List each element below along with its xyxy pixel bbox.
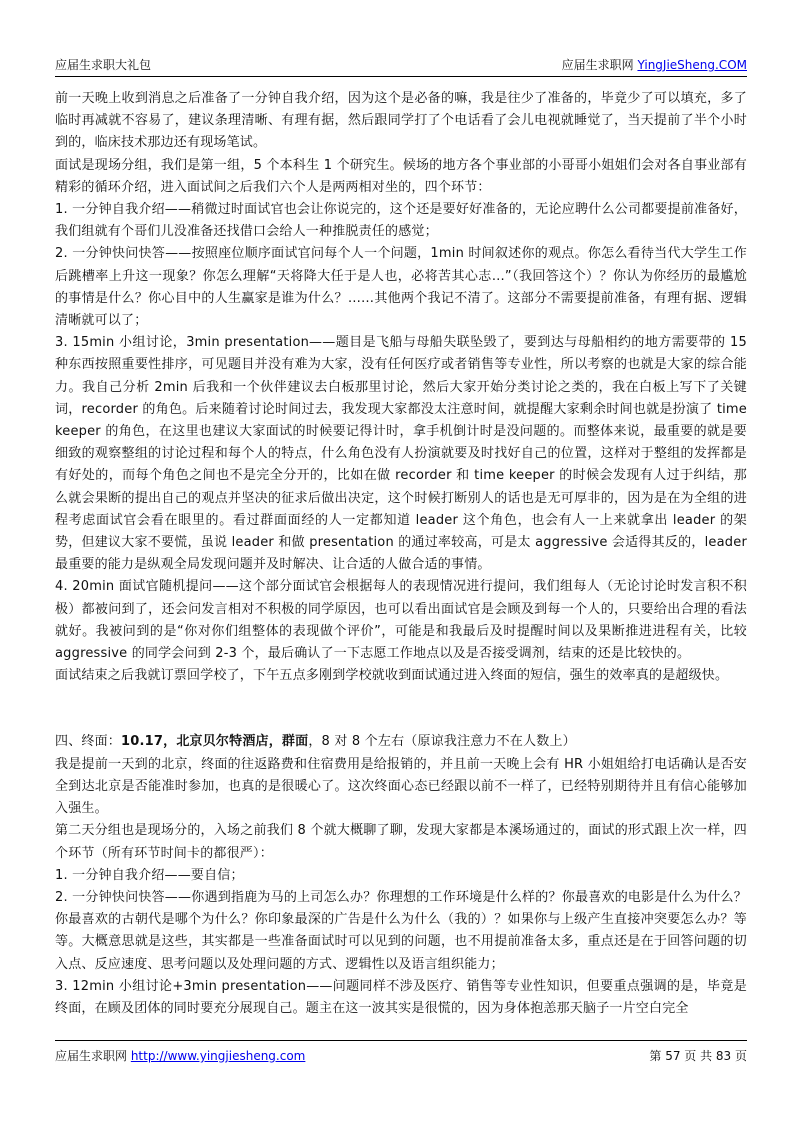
section-gap bbox=[55, 687, 747, 731]
header-site bbox=[562, 56, 747, 73]
paragraph: 前一天晚上收到消息之后准备了一分钟自我介绍，因为这个是必备的嘛，我是往少了准备的，毕竟少了可以填充，多了临时再减就不容易了，建议条理清晰、有理有据，然后跟同学打了个电话看了会儿电视就睡觉了，当天提前了半个小时到的，临床技术那边还有现场笔试。 bbox=[55, 91, 747, 151]
document-body bbox=[55, 88, 747, 1020]
page-header bbox=[55, 54, 747, 77]
footer-site-label: 应届生求职网 bbox=[55, 1049, 131, 1063]
section-heading-prefix: 四、终面： bbox=[55, 734, 122, 750]
paragraph: 面试是现场分组，我们是第一组，5 个本科生 1 个研究生。候场的地方各个事业部的小哥哥小姐姐们会对各自事业部有精彩的循环介绍，进入面试间之后我们六个人是两两相对坐的，四个环节： bbox=[55, 157, 747, 195]
page-number: 第 57 页 共 83 页 bbox=[649, 1049, 747, 1063]
header-site-link[interactable]: YingJieSheng.COM bbox=[637, 58, 747, 72]
paragraph: 第二天分组也是现场分的，入场之前我们 8 个就大概聊了聊，发现大家都是本溪场通过的，面试的形式跟上次一样，四个环节（所有环节时间卡的都很严）： bbox=[55, 823, 747, 861]
footer-site bbox=[55, 1047, 305, 1064]
footer-site-link[interactable]: http://www.yingjiesheng.com bbox=[130, 1049, 306, 1063]
paragraph: 3. 15min 小组讨论，3min presentation——题目是飞船与母船失联坠毁了，要到达与母船相约的地方需要带的 15 种东西按照重要性排序，可见题目并没有难为大家，没有任何医疗或者销售等专业性，所以考察的也就是大家的综合能力。我自己分析 2min 后我和一个伙伴建议去白板那里讨论，然后大家开始分类讨论之类的，我在白板上写下了关键词，recorder 的角色。后来随着讨论时间过去，我发现大家都没太注意时间，就提醒大家剩余时间也就是扮演了 time keeper 的角色，在这里也建议大家面试的时候要记得计时，拿手机倒计时是没问题的。而整体来说，最重要的就是要细致的观察整组的讨论过程和每个人的特点，什么角色没有人扮演就要及时找好自己的位置，这样对于整组的发挥都是有好处的，而每个角色之间也不是完全分开的，比如在做 recorder 和 time keeper 的时候会发现有人过于纠结，那么就会果断的提出自己的观点并坚决的征求后做出决定，这个时候打断别人的话也是无可厚非的，因为是在为全组的进程考虑面试官会看在眼里的。看过群面面经的人一定都知道 leader 这个角色，也会有人一上来就拿出 leader 的架势，但建议大家不要慌，虽说 leader 和做 presentation 的通过率较高，可是太 aggressive 会适得其反的，leader 最重要的能力是纵观全局发现问题并及时解决、让合适的人做合适的事情。 bbox=[55, 335, 747, 573]
paragraph: 1. 一分钟自我介绍——要自信； bbox=[55, 867, 244, 883]
section-heading-bold: 10.17，北京贝尔特酒店，群面 bbox=[121, 734, 309, 750]
header-title: 应届生求职大礼包 bbox=[55, 58, 152, 72]
section-heading-suffix: ，8 对 8 个左右（原谅我注意力不在人数上） bbox=[308, 734, 576, 750]
header-site-label: 应届生求职网 bbox=[561, 58, 638, 72]
paragraph: 面试结束之后我就订票回学校了，下午五点多刚到学校就收到面试通过进入终面的短信，强生的效率真的是超级快。 bbox=[55, 668, 729, 684]
paragraph: 3. 12min 小组讨论+3min presentation——问题同样不涉及医疗、销售等专业性知识，但要重点强调的是，毕竟是终面，在顾及团体的同时要充分展现自己。题主在这一波其实是很慌的，因为身体抱恙那天脑子一片空白完全 bbox=[55, 978, 747, 1016]
page-footer bbox=[55, 1040, 747, 1071]
paragraph: 2. 一分钟快问快答——按照座位顺序面试官问每个人一个问题，1min 时间叙述你的观点。你怎么看待当代大学生工作后跳槽率上升这一现象？你怎么理解“天将降大任于是人也，必将苦其心志…”（我回答这个）？你认为你经历的最尴尬的事情是什么？你心目中的人生赢家是谁为什么？……其他两个我记不清了。这部分不需要提前准备，有理有据、逻辑清晰就可以了； bbox=[55, 246, 747, 329]
paragraph: 4. 20min 面试官随机提问——这个部分面试官会根据每人的表现情况进行提问，我们组每人（无论讨论时发言积不积极）都被问到了，还会问发言相对不积极的同学原因，也可以看出面试官是会顾及到每一个人的，只要给出合理的看法就好。我被问到的是“你对你们组整体的表现做个评价”，可能是和我最后及时提醒时间以及果断推进进程有关，比较 aggressive 的同学会问到 2-3 个，最后确认了一下志愿工作地点以及是否接受调剂，结束的还是比较快的。 bbox=[55, 579, 747, 662]
paragraph: 我是提前一天到的北京，终面的往返路费和住宿费用是给报销的，并且前一天晚上会有 HR 小姐姐给打电话确认是否安全到达北京是否能准时参加，也真的是很暖心了。这次终面心态已经跟以前不一样了，已经特别期待并且有信心能够加入强生。 bbox=[55, 756, 747, 817]
section-heading bbox=[55, 731, 747, 753]
paragraph: 2. 一分钟快问快答——你遇到指鹿为马的上司怎么办？你理想的工作环境是什么样的？你最喜欢的电影是什么为什么？你最喜欢的古朝代是哪个为什么？你印象最深的广告是什么为什么（我的）？如果你与上级产生直接冲突要怎么办？等等。大概意思就是这些，其实都是一些准备面试时可以见到的问题，也不用提前准备太多，重点还是在于回答问题的切入点、反应速度、思考问题以及处理问题的方式、逻辑性以及语言组织能力； bbox=[55, 889, 747, 972]
paragraph: 1. 一分钟自我介绍——稍微过时面试官也会让你说完的，这个还是要好好准备的，无论应聘什么公司都要提前准备好，我们组就有个哥们儿没准备还找借口会给人一种推脱责任的感觉； bbox=[55, 202, 747, 240]
